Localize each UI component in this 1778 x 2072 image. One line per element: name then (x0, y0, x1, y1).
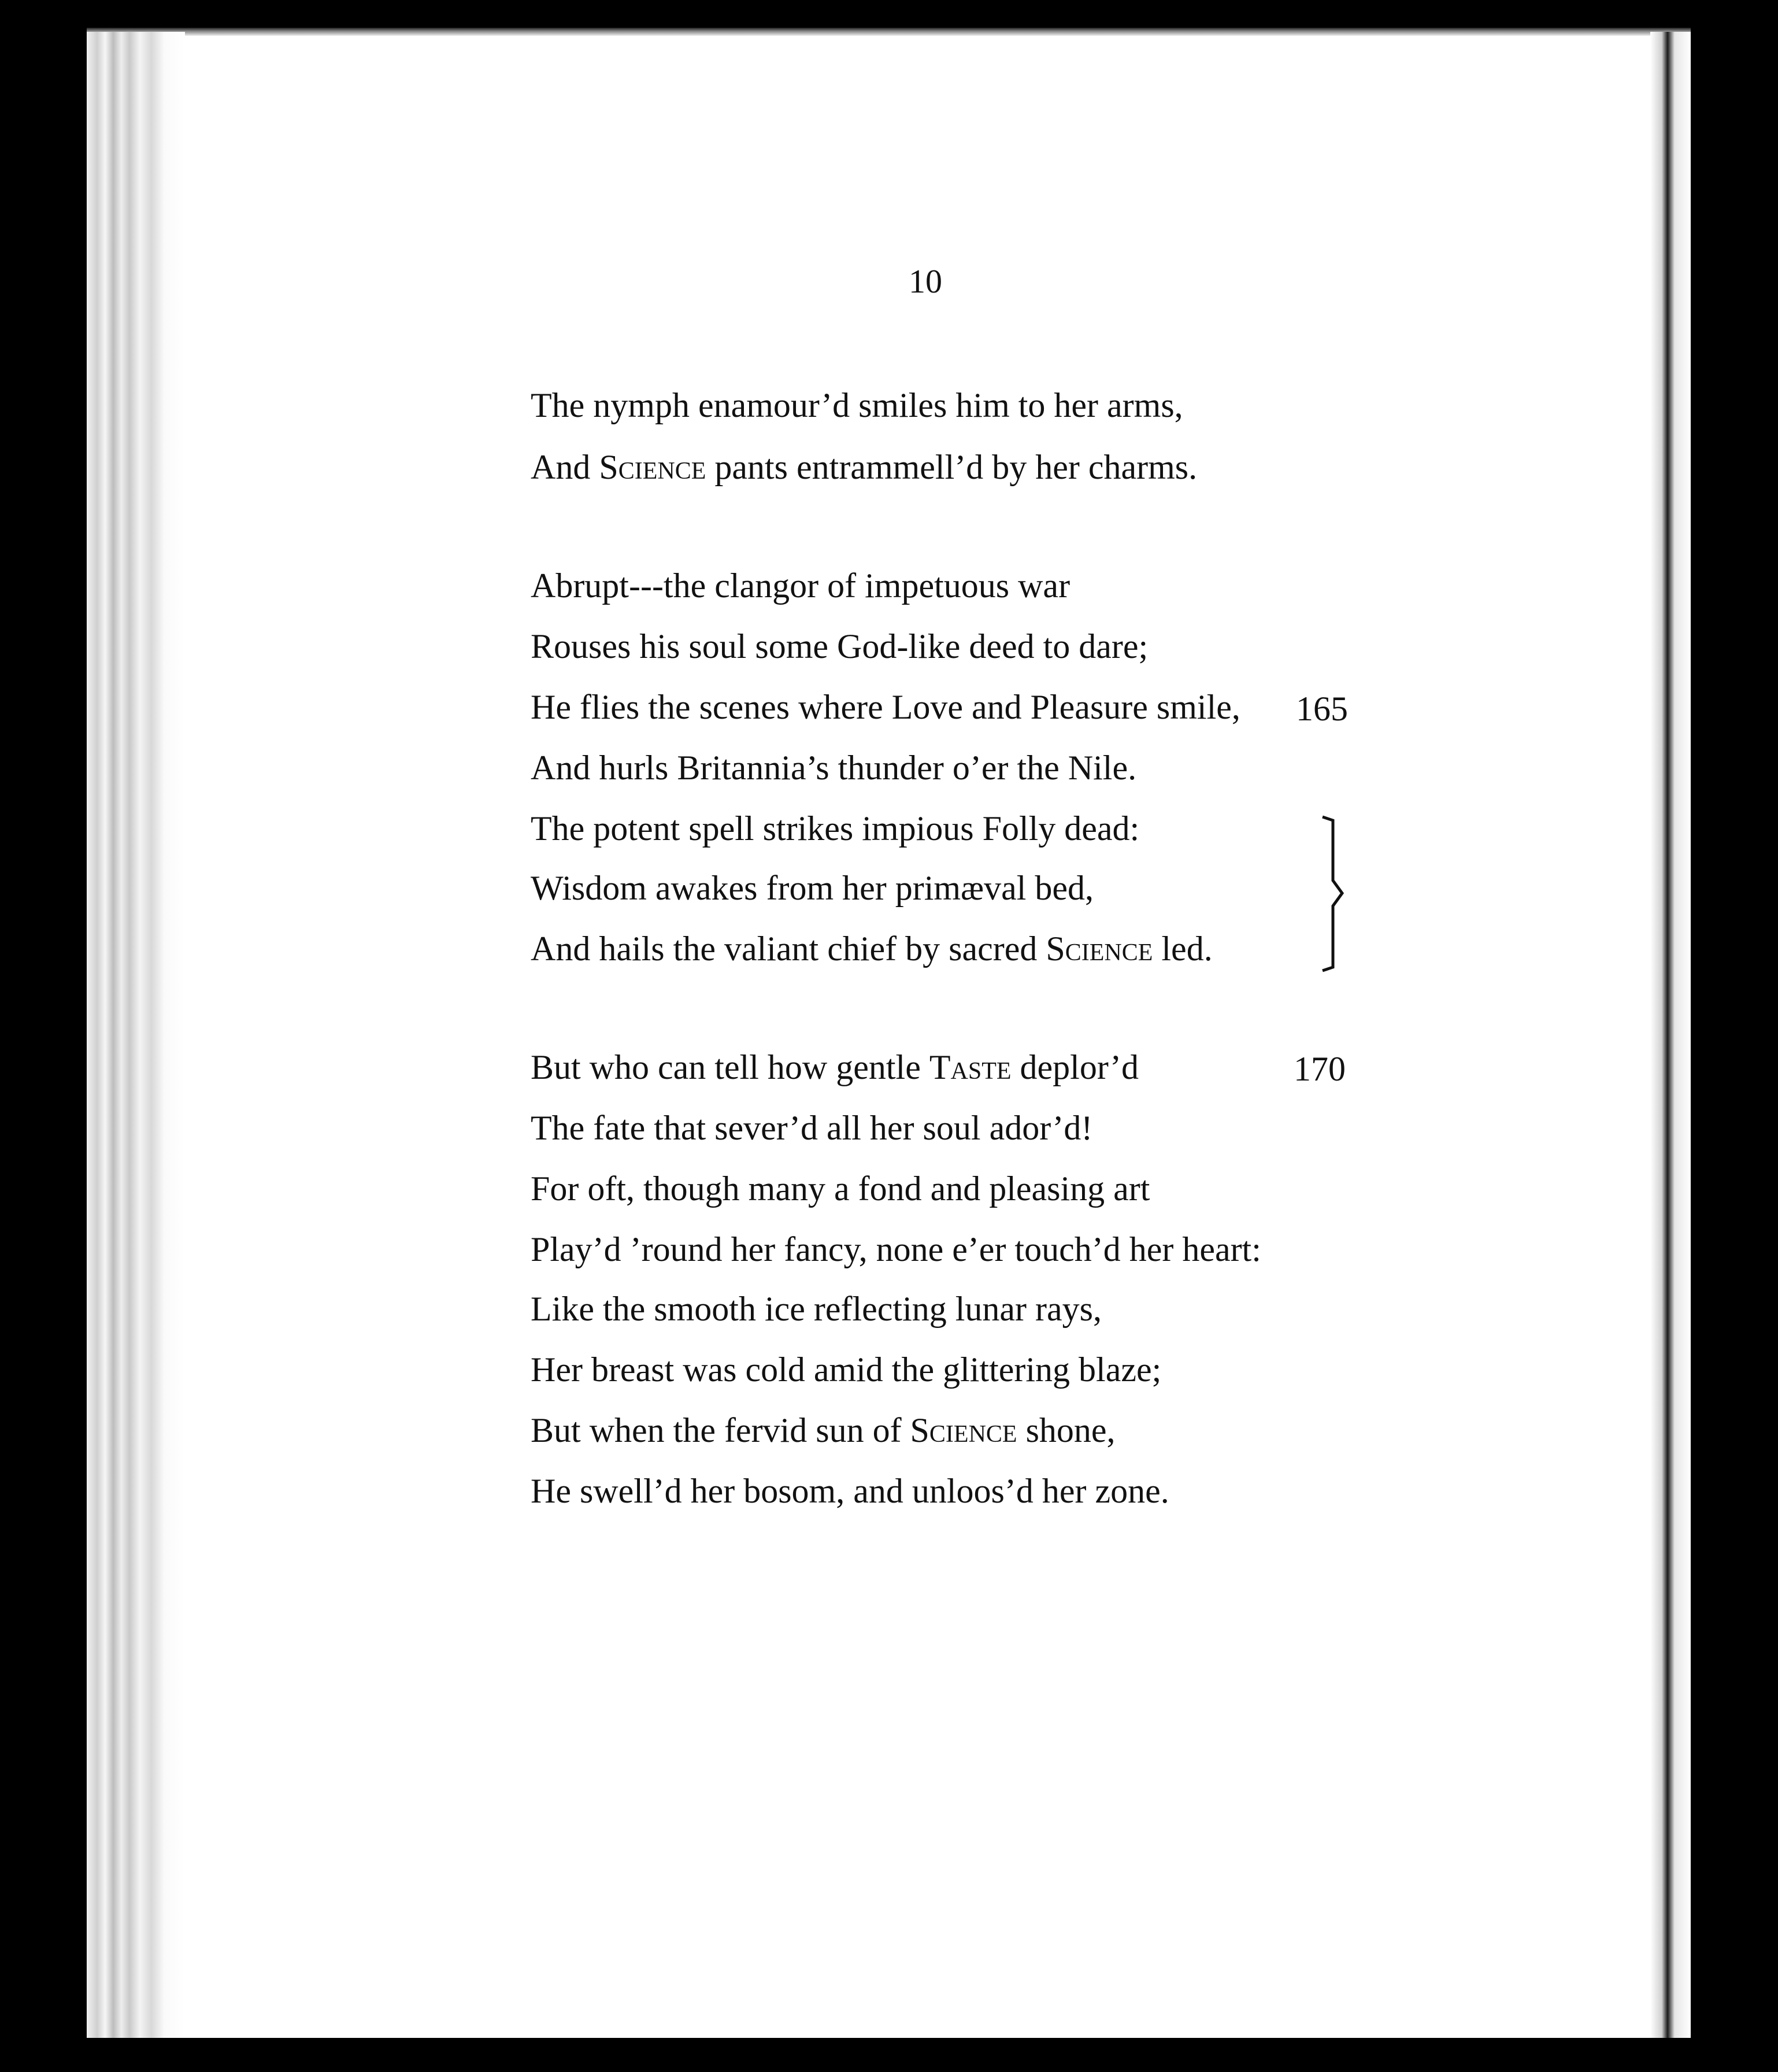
book-page (87, 32, 1691, 2038)
poem-line: Her breast was cold amid the glittering blaze; (531, 1350, 1162, 1389)
poem-line: Rouses his soul some God-like deed to dare; (531, 627, 1149, 665)
triplet-brace-icon (1317, 812, 1351, 974)
poem-line: But who can tell how gentle Taste deplor’d (531, 1048, 1139, 1086)
poem-line: But when the fervid sun of Science shone, (531, 1411, 1116, 1449)
line-number: 170 (1294, 1050, 1346, 1088)
poem-line: For oft, though many a fond and pleasing art (531, 1170, 1150, 1208)
page-top-edge (87, 28, 1691, 36)
poem-line: He swell’d her bosom, and unloos’d her zone. (531, 1472, 1169, 1510)
poem-line: Play’d ’round her fancy, none e’er touch’d her heart: (531, 1230, 1261, 1268)
poem-line: The fate that sever’d all her soul ador’d! (531, 1109, 1093, 1147)
poem-line: And Science pants entrammell’d by her charms. (531, 448, 1198, 486)
poem-line: Wisdom awakes from her primæval bed, (531, 869, 1094, 907)
page-number: 10 (909, 262, 942, 300)
page-right-edge (1650, 32, 1691, 2038)
poem-line: Abrupt---the clangor of impetuous war (531, 567, 1070, 605)
poem-line: The nymph enamour’d smiles him to her arms, (531, 386, 1183, 424)
poem-line: The potent spell strikes impious Folly dead: (531, 809, 1140, 848)
poem-line: And hurls Britannia’s thunder o’er the Nile. (531, 749, 1137, 787)
book-spine-edge (87, 32, 185, 2038)
line-number: 165 (1296, 690, 1348, 728)
poem-line: And hails the valiant chief by sacred Science led. (531, 930, 1213, 968)
poem-line: Like the smooth ice reflecting lunar rays, (531, 1290, 1102, 1328)
poem-line: He flies the scenes where Love and Pleasure smile, (531, 688, 1240, 726)
